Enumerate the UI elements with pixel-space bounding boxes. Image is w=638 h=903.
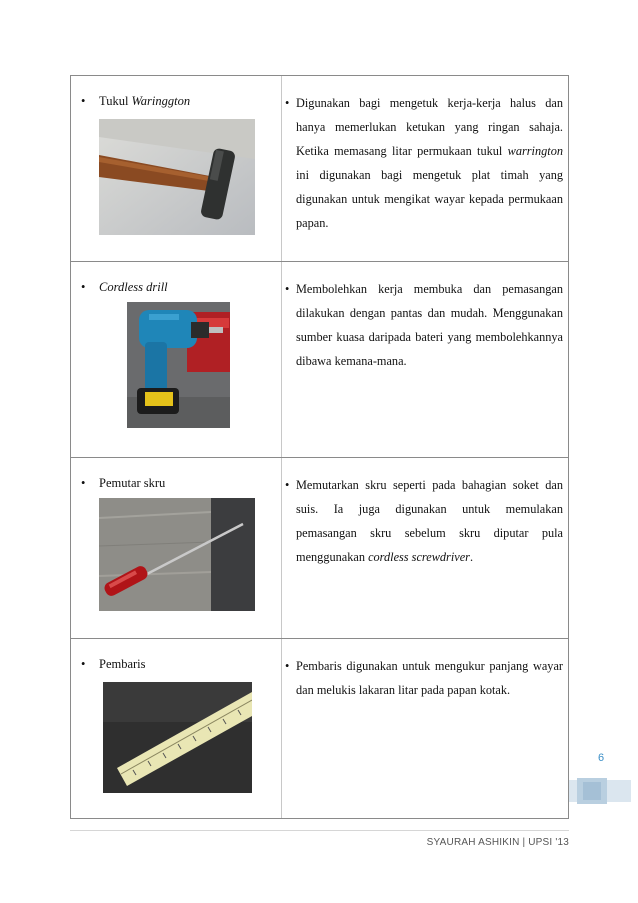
desc-text: Pembaris digunakan untuk mengukur panjang wayar dan melukis lakaran litar pada papan kotak. xyxy=(296,659,563,697)
page-number: 6 xyxy=(598,752,605,764)
desc-italic: warrington xyxy=(507,144,563,158)
tool-name-italic: Waringgton xyxy=(131,94,191,108)
tool-name-text: Pemutar skru xyxy=(99,476,166,490)
tool-name-italic: Cordless drill xyxy=(99,280,168,294)
tool-name xyxy=(81,656,146,672)
drill-photo xyxy=(127,302,230,428)
desc-text: Digunakan bagi mengetuk kerja-kerja halus dan hanya memerlukan ketukan yang ringan sahaja. Ketika memasang litar permukaan tukul xyxy=(296,96,563,158)
footer-divider xyxy=(70,830,569,831)
tools-table xyxy=(70,75,569,819)
desc-italic: cordless screwdriver xyxy=(368,550,470,564)
bullet: • xyxy=(285,659,290,673)
table-row-hammer xyxy=(71,76,568,262)
page-tab-decoration xyxy=(569,778,631,804)
tool-description xyxy=(285,473,563,569)
bullet: • xyxy=(285,282,290,296)
tool-name xyxy=(81,475,165,491)
table-row-screwdriver xyxy=(71,458,568,639)
desc-text-2: ini digunakan bagi mengetuk plat timah yang digunakan untuk mengikat wayar kepada permukaan papan. xyxy=(296,168,563,230)
bullet: • xyxy=(81,94,86,108)
desc-text: Membolehkan kerja membuka dan pemasangan dilakukan dengan pantas dan mudah. Menggunakan sumber kuasa daripada bateri yang membolehkannya dibawa kemana-mana. xyxy=(296,282,563,368)
tool-name-text: Tukul xyxy=(99,94,132,108)
tool-description xyxy=(285,277,563,373)
bullet: • xyxy=(285,478,290,492)
desc-text-2: . xyxy=(469,550,474,564)
ruler-photo xyxy=(103,682,252,793)
bullet: • xyxy=(285,96,290,110)
table-row-drill xyxy=(71,262,568,458)
tool-description xyxy=(285,91,563,235)
tool-description xyxy=(285,654,563,702)
footer-text: SYAURAH ASHIKIN | UPSI '13 xyxy=(426,837,569,848)
hammer-photo xyxy=(99,119,255,235)
tool-name xyxy=(81,279,168,295)
tool-name xyxy=(81,93,190,109)
tool-name-text: Pembaris xyxy=(99,657,146,671)
screwdriver-photo xyxy=(99,498,255,611)
bullet: • xyxy=(81,280,86,294)
bullet: • xyxy=(81,657,86,671)
bullet: • xyxy=(81,476,86,490)
table-row-ruler xyxy=(71,639,568,819)
desc-text: Memutarkan skru seperti pada bahagian soket dan suis. Ia juga digunakan untuk memulakan pemasangan skru sebelum skru diputar pula menggunakan xyxy=(296,478,563,564)
